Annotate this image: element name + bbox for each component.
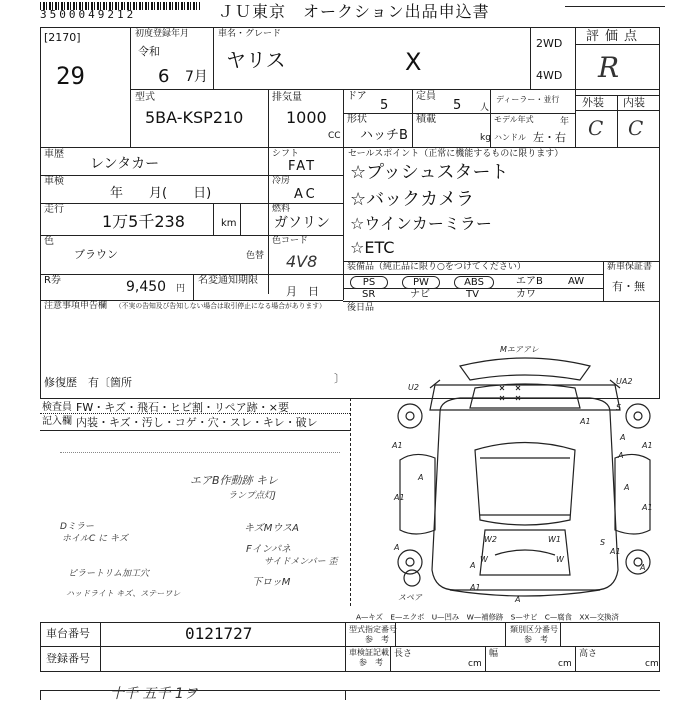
sheet-code: [2170]	[44, 31, 81, 44]
era: 令和	[138, 45, 160, 58]
remark-3: Dミラー	[60, 522, 94, 532]
exterior-grade: C	[588, 116, 604, 140]
repair-close: 〕	[334, 372, 345, 385]
payload-label: 積載	[416, 114, 436, 125]
certificate-ref: 参 考	[359, 658, 383, 667]
inspection-label: 車検	[44, 176, 64, 187]
inspector-label-1: 検査員	[42, 402, 72, 413]
registration-label: 初度登録年月	[135, 29, 190, 39]
width-label: 幅	[489, 649, 499, 659]
mark-a-4: A	[470, 561, 476, 570]
dealer-label: ディーラー・並行	[496, 95, 560, 104]
mark-a1-6: A1	[470, 583, 481, 592]
inspector-row-2: 内装・キズ・汚し・コゲ・穴・スレ・キレ・破レ	[76, 416, 318, 429]
remark-7: サイドメンバー 歪	[264, 557, 338, 567]
registration-number-label: 登録番号	[46, 652, 90, 665]
type-approval-label: 型式指定番号	[349, 625, 397, 634]
car-name: ヤリス	[226, 48, 286, 72]
doors-label: ドア	[347, 91, 367, 102]
year-unit: 年	[560, 117, 570, 127]
remark-6: Fインパネ	[246, 544, 292, 555]
drive-2wd: 2WD	[536, 37, 563, 50]
equip-aw: AW	[568, 276, 585, 287]
car-name-label: 車名・グレード	[218, 29, 282, 39]
new-warranty-value: 有・無	[612, 280, 645, 293]
history-label: 車歴	[44, 149, 64, 160]
mark-a1-1: A1	[392, 441, 403, 450]
notice-label: 名変通知期限	[198, 275, 258, 286]
interior-grade: C	[628, 116, 644, 140]
mark-w-1: W	[480, 555, 488, 564]
height-unit: cm	[645, 659, 659, 669]
recycle-value: 9,450	[126, 279, 167, 295]
displacement-label: 排気量	[272, 92, 302, 103]
sales-points-label: セールスポイント（正常に機能するものに限ります）	[348, 149, 564, 159]
notes-sub: （不実の告知及び告知しない場合は取引停止になる場合があります）	[115, 302, 326, 310]
mark-a1-3: A1	[642, 441, 653, 450]
mark-a-8: A	[618, 451, 624, 460]
drive-4wd: 4WD	[536, 69, 563, 82]
color-code-value: 4V8	[286, 252, 318, 271]
history-value: レンタカー	[90, 156, 160, 172]
mark-a-7: A	[418, 473, 424, 482]
cc-unit: CC	[328, 131, 341, 141]
mark-ua2: UA2	[616, 377, 633, 386]
equip-abs: ABS	[454, 276, 494, 289]
mileage-label: 走行	[44, 204, 64, 215]
category-label: 類別区分番号	[510, 625, 558, 634]
color-change-label: 色替	[246, 251, 265, 261]
spare-label: スペア	[398, 593, 422, 602]
chassis-number: 0121727	[185, 624, 253, 643]
color-code-label: 色コード	[272, 236, 309, 246]
shape-label: 形状	[347, 114, 367, 125]
grade: X	[405, 48, 422, 76]
notes-label: 注意事項申告欄	[44, 301, 108, 311]
capacity-label: 定員	[416, 91, 436, 102]
lot-number: 29	[56, 62, 85, 90]
kg-unit: kg	[480, 133, 491, 143]
mark-a-5: A	[620, 433, 626, 442]
equip-leather: カワ	[516, 289, 536, 300]
chassis-label: 車台番号	[46, 627, 90, 640]
interior-label: 内装	[623, 96, 645, 109]
sales-point-4: ☆ETC	[350, 238, 395, 257]
handle: 左・右	[533, 131, 566, 144]
mark-a1-7: A1	[610, 547, 621, 556]
inspector-label-2: 記入欄	[42, 416, 72, 427]
repair-label: 修復歴 有〔箇所	[44, 376, 132, 389]
ac-label: 冷房	[272, 176, 291, 186]
fuel-value: ガソリン	[274, 215, 330, 231]
mileage-value: 1万5千238	[102, 212, 185, 231]
remark-9: ハッドライト キズ、ステーワレ	[66, 589, 181, 598]
doors: 5	[380, 98, 389, 113]
equip-navi: ナビ	[410, 289, 430, 300]
yen-unit: 円	[176, 284, 186, 294]
exterior-label: 外装	[582, 96, 604, 109]
mark-w-2: W	[556, 555, 564, 564]
mark-a1-2: A1	[394, 493, 405, 502]
remark-2: ランプ点灯J	[228, 491, 276, 501]
remark-10: 下ロッM	[252, 577, 291, 588]
displacement: 1000	[286, 108, 327, 127]
equip-airbag: エアB	[516, 276, 543, 287]
barcode-digits: 3500049212	[40, 8, 137, 21]
handle-label: ハンドル	[494, 133, 526, 142]
mark-w1: W1	[548, 535, 561, 544]
mark-u2: U2	[408, 383, 419, 392]
ac-value: AC	[294, 187, 318, 202]
mark-a1-4: A1	[642, 503, 653, 512]
equipment-label: 装備品（純正品に限り○をつけてください）	[347, 262, 526, 272]
model-label: 型式	[135, 92, 155, 103]
notice-value: 月 日	[286, 285, 319, 298]
length-label: 長さ	[394, 649, 413, 659]
reg-year: 6	[158, 66, 170, 87]
car-damage-diagram	[380, 340, 670, 608]
capacity-unit: 人	[480, 103, 490, 113]
mark-s-1: S	[600, 538, 606, 547]
width-unit: cm	[558, 659, 572, 669]
remark-5: キズMウスA	[244, 523, 299, 534]
height-label: 高さ	[579, 649, 598, 659]
model-year-label: モデル年式	[494, 115, 534, 124]
model: 5BA-KSP210	[145, 108, 244, 127]
remark-1: エアB作動跡 キレ	[190, 474, 278, 487]
equip-tv: TV	[466, 289, 479, 300]
km-unit: km	[221, 218, 237, 229]
length-unit: cm	[468, 659, 482, 669]
sales-point-3: ☆ウインカーミラー	[350, 214, 492, 233]
shift-value: FAT	[288, 159, 317, 174]
color-value: ブラウン	[74, 248, 118, 261]
damage-legend: A—キズ E—エクボ U—凹み W—補修跡 S—サビ C—腐食 XX—交換済	[356, 613, 619, 622]
equip-ps: PS	[350, 276, 388, 289]
rating-score: R	[598, 51, 620, 84]
equip-sr: SR	[362, 289, 376, 300]
mark-a-6: A	[624, 483, 630, 492]
sales-point-1: ☆プッシュスタート	[350, 162, 509, 183]
mark-a-1: A	[394, 543, 400, 552]
type-approval-ref: 参 考	[365, 635, 389, 644]
capacity: 5	[453, 98, 462, 113]
remark-8: ピラートリム加工穴	[68, 569, 150, 579]
color-label: 色	[44, 236, 54, 247]
reg-month: 7月	[185, 69, 208, 85]
equip-pw: PW	[402, 276, 440, 289]
page-title: ＪＵ東京 オークション出品申込書	[218, 2, 490, 21]
certificate-label: 車検証記載	[349, 648, 389, 657]
recycle-label: R券	[44, 275, 61, 286]
diagram-top-label: Mエアアレ	[500, 345, 539, 354]
mark-s-2: S	[616, 403, 622, 412]
category-ref: 参 考	[524, 635, 548, 644]
mark-a1-5: A1	[580, 417, 591, 426]
shift-label: シフト	[272, 149, 300, 159]
rating-label: 評価点	[586, 29, 644, 44]
mark-w2: W2	[484, 535, 497, 544]
sales-point-2: ☆バックカメラ	[350, 189, 475, 210]
inspector-row-1: FW・キズ・飛石・ヒビ割・リペア跡・×要	[76, 401, 289, 414]
rear-items-label: 後日品	[347, 303, 375, 313]
inspection-value: 年 月( 日)	[110, 186, 212, 201]
mark-a-2: A	[640, 563, 646, 572]
mark-a-3: A	[515, 595, 521, 604]
signature: 十千 五千 1ヲ	[110, 686, 198, 702]
fuel-label: 燃料	[272, 204, 291, 214]
shape: ハッチB	[360, 128, 408, 143]
new-warranty-label: 新車保証書	[607, 262, 653, 272]
remark-4: ホイルC に キズ	[62, 534, 128, 544]
